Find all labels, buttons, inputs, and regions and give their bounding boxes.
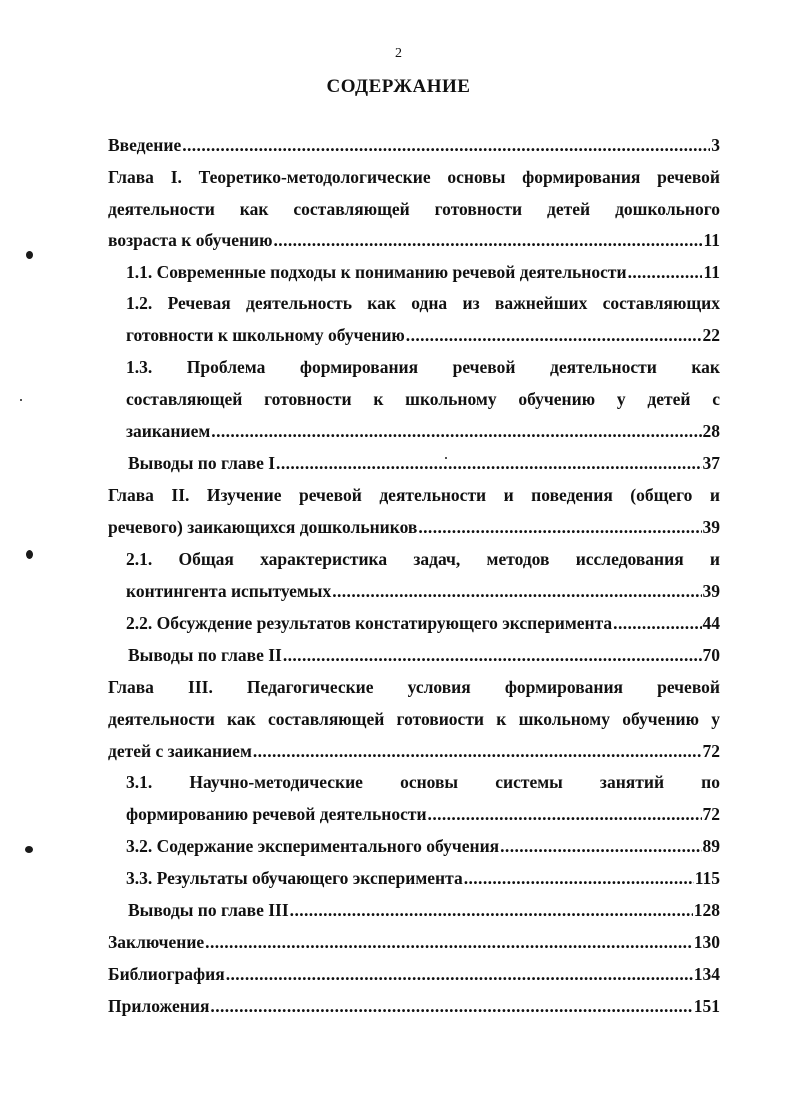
toc-chapter-1-line-3[interactable]: [108, 226, 720, 254]
toc-conclusions-chapter-3[interactable]: [128, 896, 720, 924]
toc-section-3-3[interactable]: [126, 864, 720, 892]
dot-leader: [226, 960, 693, 988]
toc-page-number: 44: [702, 613, 720, 633]
toc-page-number: 39: [702, 581, 720, 601]
dot-leader: [253, 737, 702, 765]
dot-leader: [628, 258, 703, 286]
toc-entry-text: Библиография: [108, 964, 225, 984]
toc-entry-text: 1.1. Современные подходы к пониманию речевой деятельности: [126, 262, 627, 282]
toc-page-number: 72: [702, 741, 720, 761]
toc-entry-text: Приложения: [108, 996, 210, 1016]
toc-chapter-3-line-3[interactable]: [108, 737, 720, 765]
toc-entry-text: 2.2. Обсуждение результатов констатирующего эксперимента: [126, 613, 613, 633]
toc-entry-text: Введение: [108, 135, 182, 155]
dot-leader: [274, 226, 703, 254]
toc-page-number: 130: [693, 932, 720, 952]
dot-leader: [210, 992, 692, 1020]
dot-leader: [205, 928, 693, 956]
toc-entry-text: речевого) заикающихся дошкольников: [108, 517, 418, 537]
toc-page-number: 22: [702, 325, 720, 345]
toc-page-number: 11: [703, 230, 720, 250]
toc-page-number: 28: [702, 421, 720, 441]
dot-leader: [500, 832, 701, 860]
toc-entry-text: Выводы по главе II: [128, 645, 282, 665]
toc-entry-text: Заключение: [108, 932, 205, 952]
toc-section-1-1[interactable]: [126, 258, 720, 286]
dot-leader: [613, 609, 701, 637]
toc-entry-text: детей с заиканием: [108, 741, 252, 761]
toc-chapter-3-line-2[interactable]: деятельности как составляющей готовиости к школьному обучению у: [108, 709, 720, 729]
dot-leader: [418, 513, 701, 541]
dot-leader: [428, 800, 702, 828]
dot-leader: [211, 417, 701, 445]
page-number: 2: [395, 46, 402, 61]
dot-leader: [182, 131, 710, 159]
toc-section-1-2-line-1[interactable]: 1.2. Речевая деятельность как одна из важнейших составляющих: [126, 293, 720, 313]
scan-artifact: [25, 846, 33, 853]
toc-page-number: 134: [693, 964, 720, 984]
toc-page-number: 70: [702, 645, 720, 665]
scan-artifact: [20, 399, 22, 401]
toc-chapter-3-line-1[interactable]: Глава III. Педагогические условия формирования речевой: [108, 677, 720, 697]
toc-page-number: 11: [703, 262, 720, 282]
toc-entry-bibliography[interactable]: [108, 960, 720, 988]
toc-entry-text: контингента испытуемых: [126, 581, 332, 601]
dot-leader: [290, 896, 693, 924]
toc-entry-text: Выводы по главе III: [128, 900, 289, 920]
toc-entry-text: готовности к школьному обучению: [126, 325, 405, 345]
dot-leader: [406, 321, 702, 349]
scan-artifact: [26, 550, 33, 559]
toc-entry-intro[interactable]: [108, 131, 720, 159]
toc-conclusions-chapter-1[interactable]: [128, 449, 720, 477]
toc-chapter-1-line-1[interactable]: Глава I. Теоретико-методологические основы формирования речевой: [108, 167, 720, 187]
toc-page-number: 72: [702, 804, 720, 824]
toc-chapter-2-line-1[interactable]: Глава II. Изучение речевой деятельности и поведения (общего и: [108, 485, 720, 505]
toc-section-3-1-line-2[interactable]: [126, 800, 720, 828]
toc-section-2-1-line-1[interactable]: 2.1. Общая характеристика задач, методов исследования и: [126, 549, 720, 569]
toc-conclusions-chapter-2[interactable]: [128, 641, 720, 669]
toc-entry-conclusion[interactable]: [108, 928, 720, 956]
toc-chapter-2-line-2[interactable]: [108, 513, 720, 541]
toc-page-number: 37: [702, 453, 720, 473]
toc-section-3-2[interactable]: [126, 832, 720, 860]
toc-page-number: 151: [693, 996, 720, 1016]
toc-title: СОДЕРЖАНИЕ: [326, 76, 471, 97]
toc-section-1-3-line-1[interactable]: 1.3. Проблема формирования речевой деятельности как: [126, 357, 720, 377]
toc-entry-text: формированию речевой деятельности: [126, 804, 427, 824]
toc-entry-text: 3.2. Содержание экспериментального обучения: [126, 836, 500, 856]
toc-section-2-1-line-2[interactable]: [126, 577, 720, 605]
toc-entry-text: возраста к обучению: [108, 230, 273, 250]
scan-artifact: [445, 457, 447, 459]
toc-entry-appendices[interactable]: [108, 992, 720, 1020]
toc-page-number: 39: [702, 517, 720, 537]
toc-entry-text: 3.3. Результаты обучающего эксперимента: [126, 868, 463, 888]
toc-section-1-2-line-2[interactable]: [126, 321, 720, 349]
dot-leader: [332, 577, 701, 605]
dot-leader: [276, 449, 701, 477]
dot-leader: [464, 864, 694, 892]
toc-section-3-1-line-1[interactable]: 3.1. Научно-методические основы системы занятий по: [126, 772, 720, 792]
toc-entry-text: заиканием: [126, 421, 211, 441]
toc-page-number: 89: [702, 836, 720, 856]
toc-chapter-1-line-2[interactable]: деятельности как составляющей готовности детей дошкольного: [108, 199, 720, 219]
toc-page-number: 3: [711, 135, 720, 155]
toc-page-number: 128: [693, 900, 720, 920]
toc-section-1-3-line-3[interactable]: [126, 417, 720, 445]
toc-entry-text: Выводы по главе I: [128, 453, 276, 473]
toc-section-1-3-line-2[interactable]: составляющей готовности к школьному обучению у детей с: [126, 389, 720, 409]
dot-leader: [283, 641, 702, 669]
toc-section-2-2[interactable]: [126, 609, 720, 637]
toc-page-number: 115: [694, 868, 720, 888]
scan-artifact: [26, 251, 33, 259]
